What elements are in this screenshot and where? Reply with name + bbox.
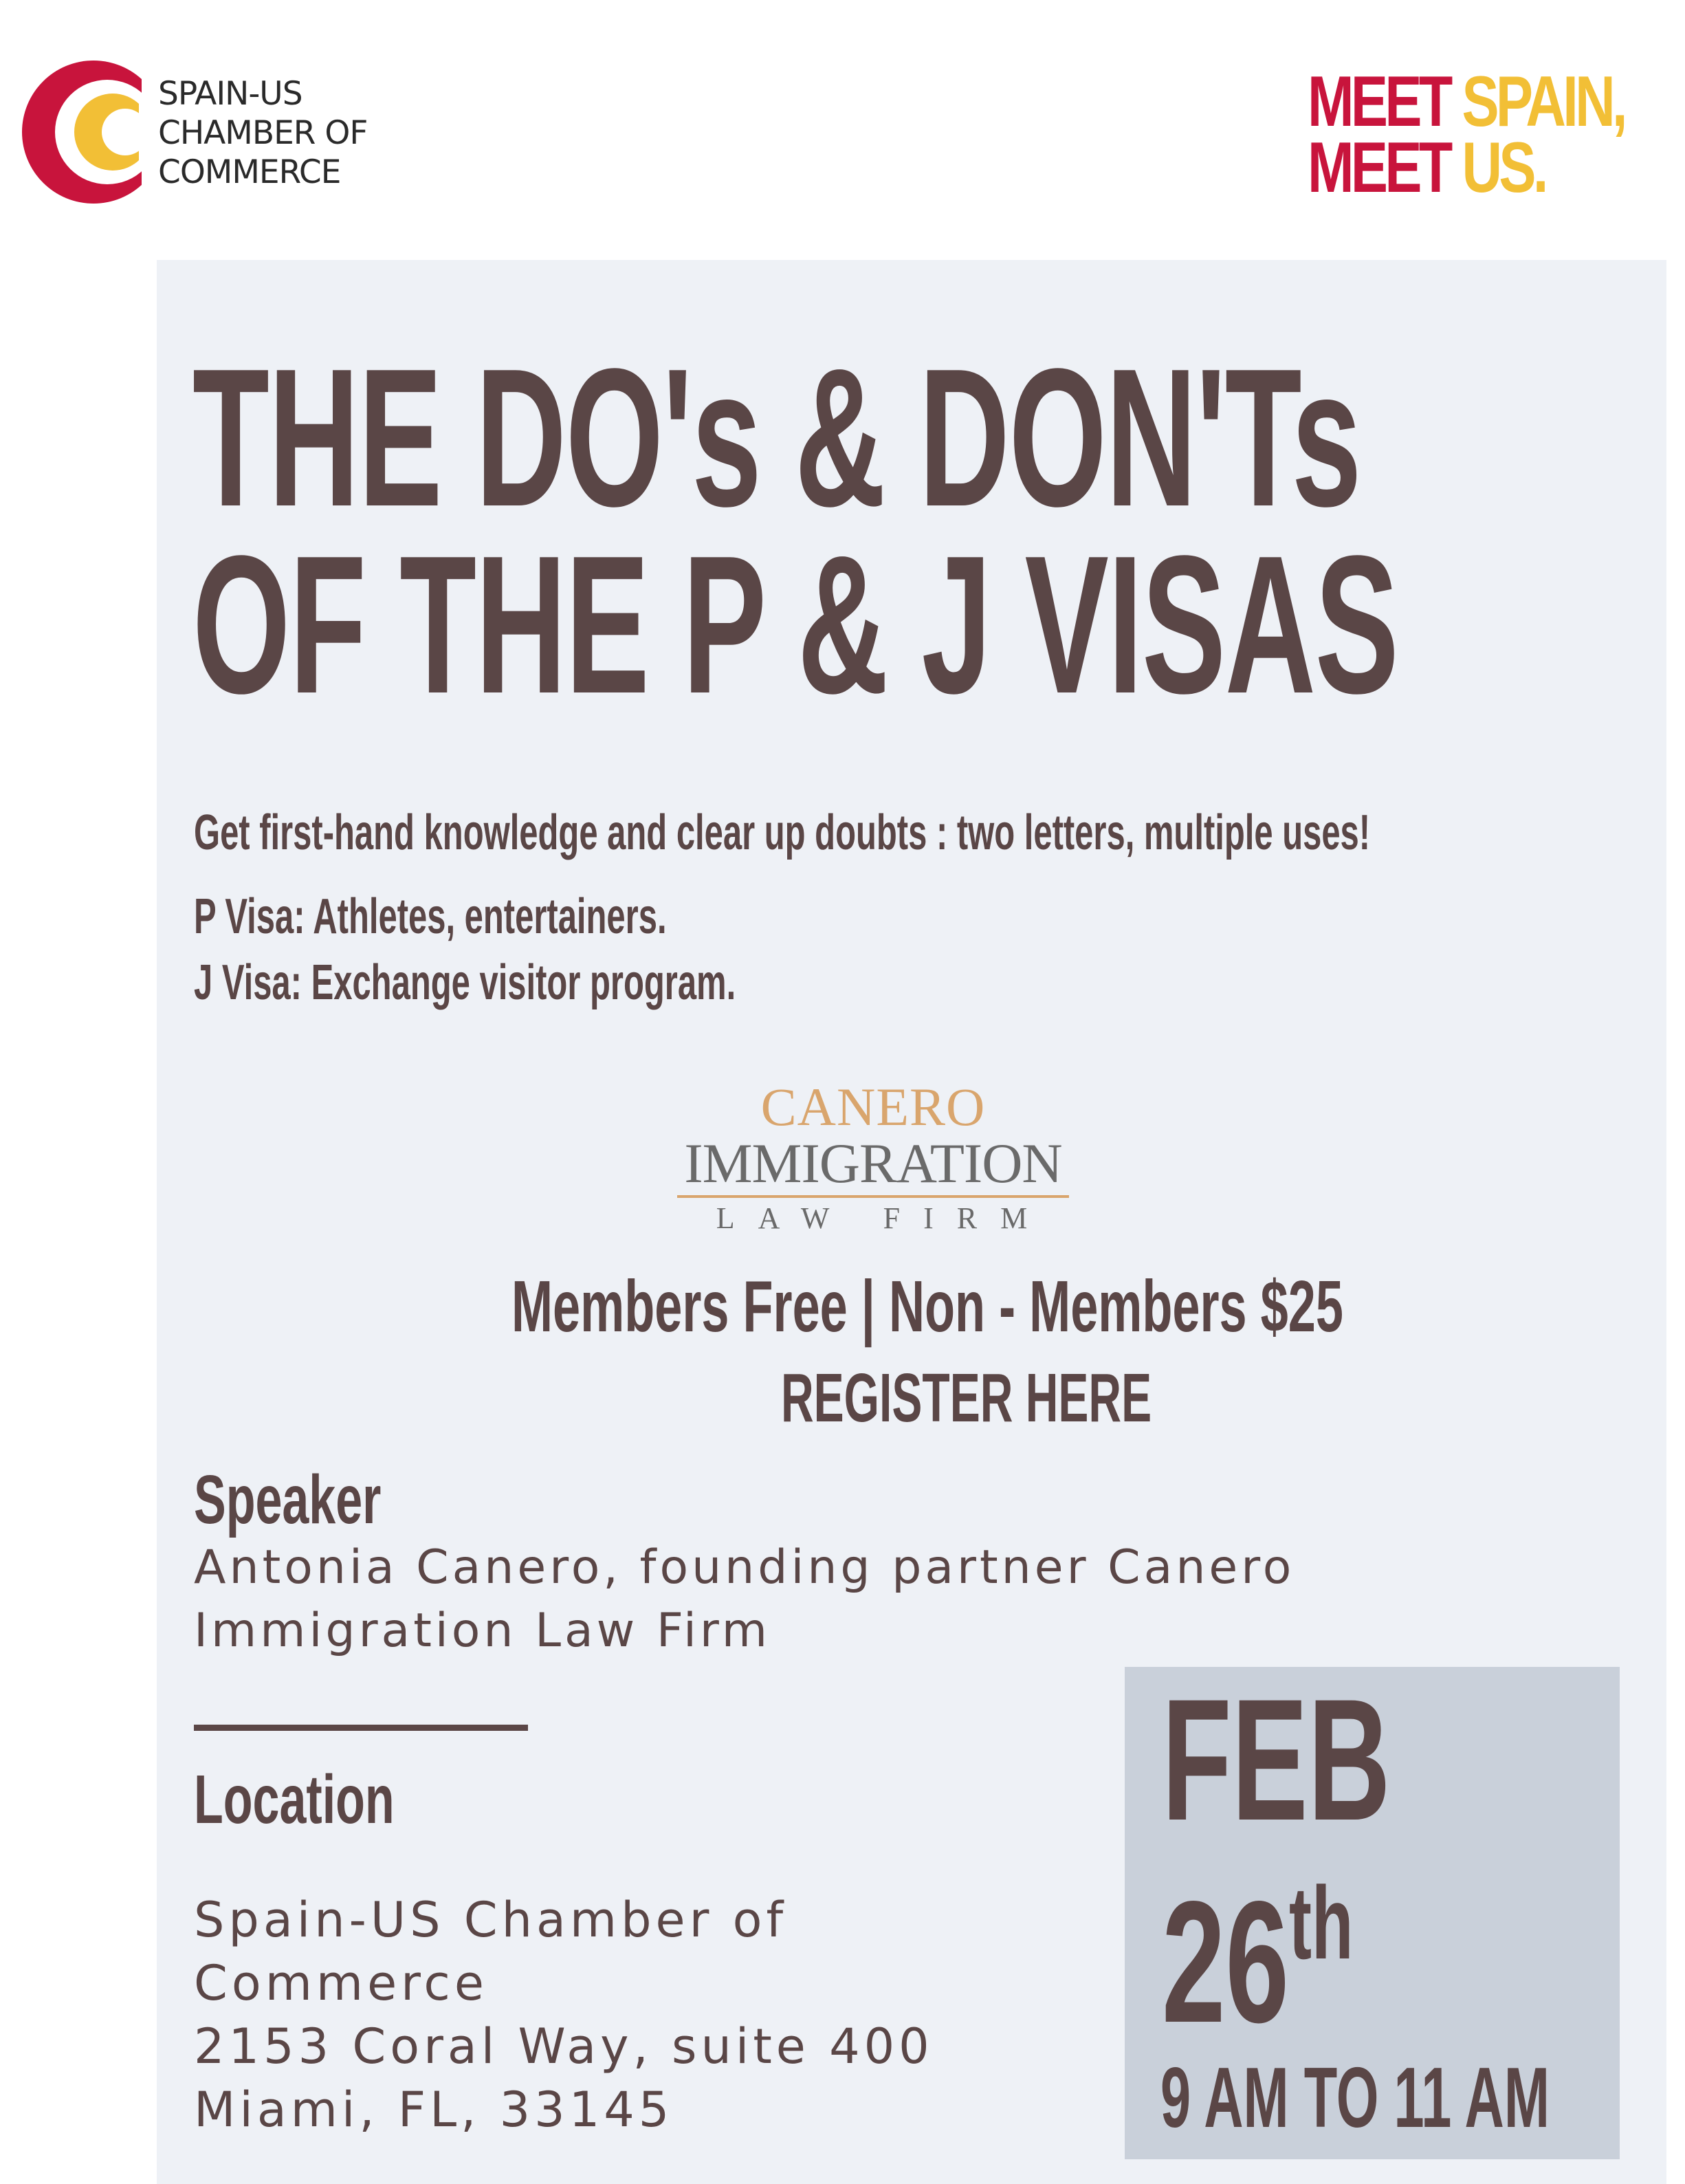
sponsor-subtitle: LAW FIRM: [716, 1201, 1051, 1235]
speaker-heading: Speaker: [194, 1461, 382, 1538]
event-title: [192, 327, 1398, 734]
chamber-name-line: SPAIN-US: [158, 75, 302, 113]
speaker-line: Antonia Canero, founding partner Canero: [194, 1540, 1295, 1595]
event-month: FEB: [1162, 1663, 1391, 1857]
title-line: THE DO's & DON'Ts: [192, 327, 1361, 547]
speaker-details: [194, 1536, 1431, 1663]
chamber-name-line: COMMERCE: [158, 153, 341, 191]
day-number: 26: [1162, 1866, 1290, 2059]
address-line: 2153 Coral Way, suite 400: [194, 2018, 934, 2075]
slogan-red: MEET: [1308, 62, 1450, 142]
meet-spain-logo: [1308, 62, 1625, 208]
speaker-line: Immigration Law Firm: [194, 1604, 771, 1658]
event-day: [1162, 1836, 1354, 2059]
address-line: Spain-US Chamber of: [194, 1892, 788, 1948]
slogan-yellow: SPAIN,: [1449, 62, 1625, 142]
title-line: OF THE P & J VISAS: [192, 514, 1398, 734]
j-visa-description: J Visa: Exchange visitor program.: [194, 955, 736, 1010]
slogan-red: MEET: [1308, 128, 1450, 208]
location-heading: Location: [194, 1761, 395, 1838]
location-address: [194, 1888, 1088, 2141]
sponsor-name: IMMIGRATION: [684, 1132, 1062, 1194]
pricing-text: Members Free | Non - Members $25: [511, 1266, 1343, 1347]
day-suffix: th: [1289, 1865, 1354, 1980]
address-line: Miami, FL, 33145: [194, 2082, 674, 2138]
p-visa-description: P Visa: Athletes, entertainers.: [194, 889, 667, 944]
slogan-yellow: US.: [1449, 128, 1545, 208]
sponsor-logo: [674, 1077, 1072, 1238]
event-intro: Get first-hand knowledge and clear up doubts : two letters, multiple uses!: [194, 805, 1371, 860]
section-divider: [194, 1725, 528, 1731]
event-time: 9 AM TO 11 AM: [1160, 2051, 1550, 2145]
chamber-name-line: CHAMBER OF: [158, 114, 368, 152]
register-link[interactable]: REGISTER HERE: [781, 1359, 1152, 1437]
sponsor-name: CANERO: [760, 1077, 986, 1137]
chamber-name: [158, 74, 367, 192]
address-line: Commerce: [194, 1955, 488, 2011]
